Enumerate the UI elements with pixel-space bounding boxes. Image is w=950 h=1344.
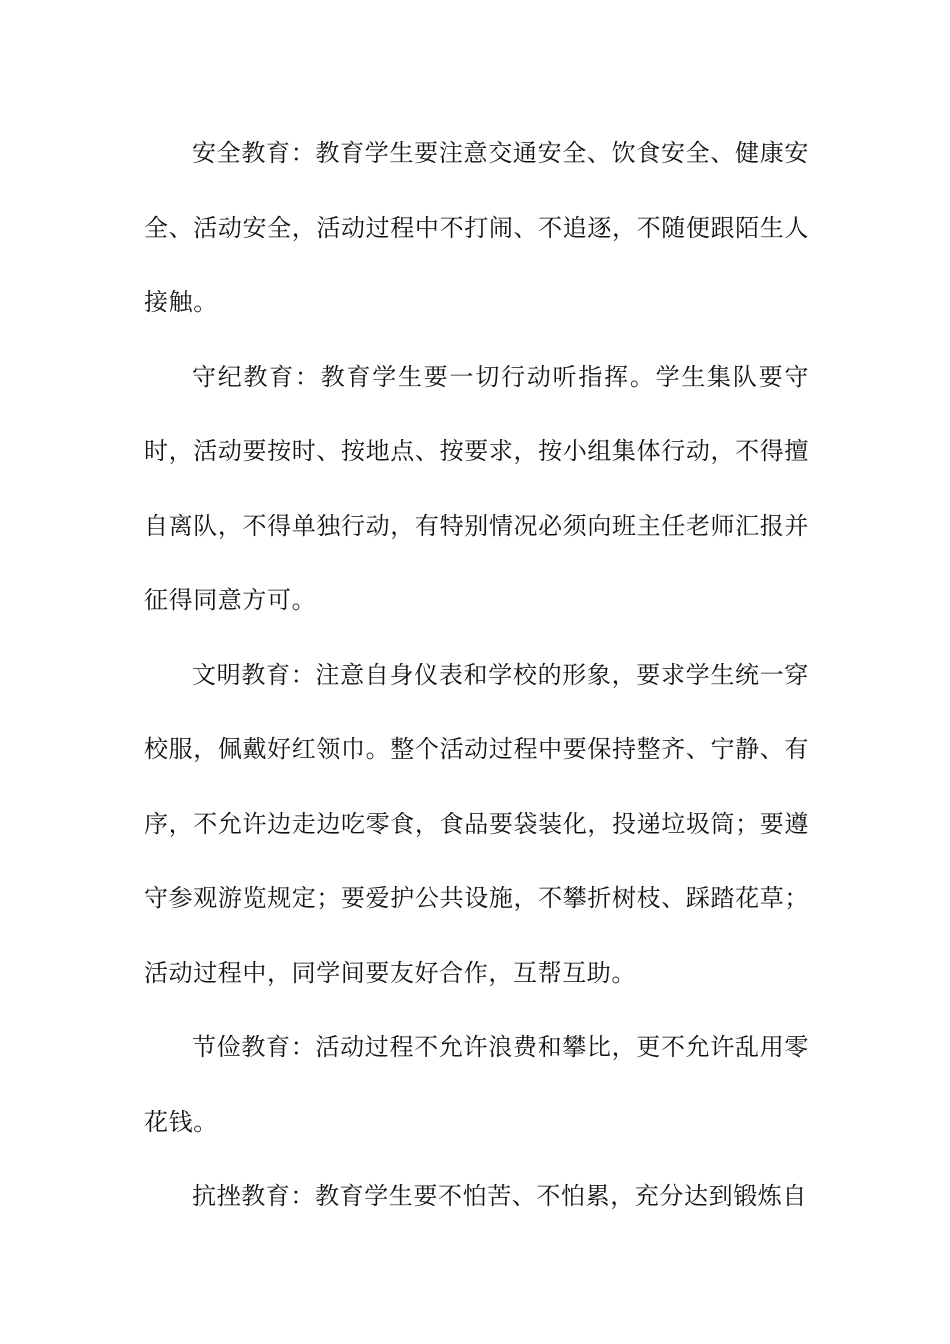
- document-body: [144, 116, 809, 1234]
- paragraph-resilience-education: 抗挫教育：教育学生要不怕苦、不怕累，充分达到锻炼自: [192, 1182, 807, 1210]
- paragraph-civility-education: 文明教育：注意自身仪表和学校的形象，要求学生统一穿校服，佩戴好红领巾。整个活动过程中要保持整齐、宁静、有序，不允许边走边吃零食，食品要袋装化，投递垃圾筒；要遵守参观游览规定；要爱护公共设施，不攀折树枝、踩踏花草；活动过程中，同学间要友好合作，互帮互助。: [144, 660, 809, 987]
- paragraph-discipline-education: 守纪教育：教育学生要一切行动听指挥。学生集队要守时，活动要按时、按地点、按要求，按小组集体行动，不得擅自离队，不得单独行动，有特别情况必须向班主任老师汇报并征得同意方可。: [144, 362, 809, 614]
- paragraph-thrift-education: 节俭教育：活动过程不允许浪费和攀比，更不允许乱用零花钱。: [144, 1033, 809, 1136]
- paragraph-safety-education: 安全教育：教育学生要注意交通安全、饮食安全、健康安全、活动安全，活动过程中不打闹、不追逐，不随便跟陌生人接触。: [144, 139, 809, 316]
